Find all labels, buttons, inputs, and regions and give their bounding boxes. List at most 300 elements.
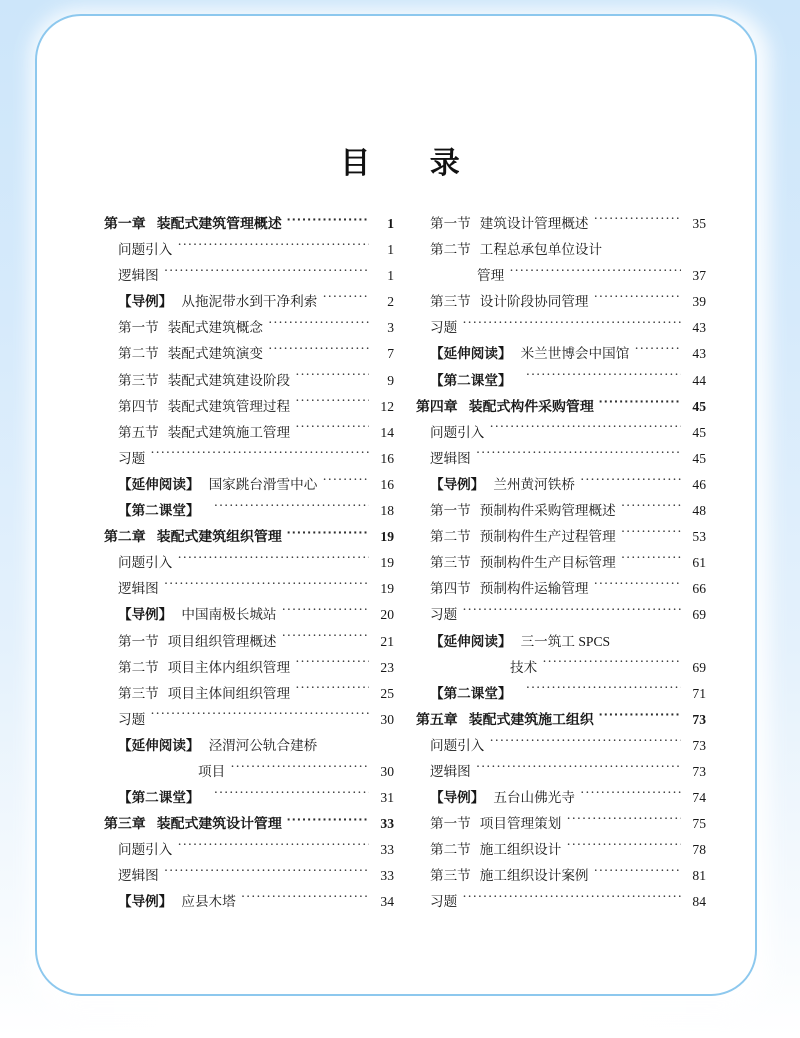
dot-leader <box>621 501 681 515</box>
dot-leader <box>594 214 681 228</box>
toc-page-number: 45 <box>692 398 706 414</box>
toc-page-number: 78 <box>692 842 706 858</box>
toc-entry-text: 预制构件采购管理概述 <box>479 503 616 519</box>
toc-entry-row[interactable] <box>416 864 706 890</box>
toc-entry-row[interactable] <box>416 369 706 395</box>
toc-entry-text: 三一筑工 SPCS <box>520 633 611 649</box>
toc-entry-text: 装配式建筑施工组织 <box>468 710 594 727</box>
dot-leader <box>489 736 681 750</box>
toc-entry-tag: 【导例】 <box>430 476 485 492</box>
toc-entry-tag: 第二节 <box>430 842 471 858</box>
toc-entry-label <box>118 473 317 493</box>
toc-entry-row[interactable] <box>104 630 394 656</box>
toc-entry-row[interactable] <box>416 447 706 473</box>
toc-entry-row[interactable] <box>104 316 394 342</box>
toc-entry-tag: 【延伸阅读】 <box>430 633 512 649</box>
toc-entry-text: 项目 <box>198 763 226 779</box>
toc-page-number: 37 <box>692 268 706 284</box>
toc-entry-row[interactable] <box>104 734 394 760</box>
toc-page-number: 25 <box>380 685 394 701</box>
toc-entry-label <box>104 212 282 232</box>
toc-page-number: 9 <box>387 372 394 388</box>
dot-leader <box>287 214 369 228</box>
toc-entry-label <box>430 577 589 597</box>
dot-leader <box>509 267 681 281</box>
toc-entry-label <box>104 525 282 545</box>
toc-entry-row[interactable] <box>104 238 394 264</box>
toc-entry-text: 装配式建筑施工管理 <box>167 424 291 440</box>
toc-entry-tag: 【导例】 <box>118 894 173 910</box>
toc-page-number: 3 <box>387 320 394 336</box>
toc-entry-label <box>430 890 457 910</box>
toc-entry-text: 应县木塔 <box>181 894 236 910</box>
toc-entry-label <box>118 864 159 884</box>
dot-leader <box>164 580 369 594</box>
toc-entry-label <box>430 290 589 310</box>
toc-entry-row[interactable] <box>104 551 394 577</box>
toc-page-number: 45 <box>692 424 706 440</box>
toc-entry-row[interactable] <box>416 551 706 577</box>
toc-page-number: 31 <box>380 790 394 806</box>
toc-entry-row[interactable] <box>104 499 394 525</box>
dot-leader <box>594 580 681 594</box>
toc-page-number: 71 <box>692 685 706 701</box>
toc-entry-row[interactable] <box>416 812 706 838</box>
toc-entry-label <box>430 551 616 571</box>
toc-entry-label <box>118 630 277 650</box>
toc-entry-text: 米兰世博会中国馆 <box>520 346 630 362</box>
toc-entry-tag: 第三节 <box>430 555 471 571</box>
toc-entry-row[interactable] <box>416 238 706 264</box>
toc-entry-tag: 第一节 <box>118 633 159 649</box>
dot-leader <box>214 788 369 802</box>
toc-entry-text: 预制构件生产过程管理 <box>479 529 616 545</box>
toc-entry-tag: 第一章 <box>104 215 146 231</box>
toc-page-number: 19 <box>380 555 394 571</box>
dot-leader <box>268 319 369 333</box>
toc-entry-row[interactable] <box>104 656 394 682</box>
toc-entry-label <box>430 630 610 650</box>
toc-entry-tag: 第五节 <box>118 424 159 440</box>
page-title: 目 录 <box>340 147 486 180</box>
toc-entry-label <box>430 342 629 362</box>
toc-entry-text: 技术 <box>510 659 538 675</box>
toc-entry-text: 装配式建筑管理过程 <box>167 398 291 414</box>
dot-leader <box>322 475 369 489</box>
dot-leader <box>295 423 369 437</box>
toc-entry-tag: 【延伸阅读】 <box>118 737 200 753</box>
toc-entry-row[interactable] <box>104 838 394 864</box>
toc-page-number: 81 <box>692 868 706 884</box>
toc-entry-text: 习题 <box>118 450 146 466</box>
dot-leader <box>282 632 369 646</box>
toc-entry-text: 建筑设计管理概述 <box>479 216 589 231</box>
toc-entry-label <box>118 238 172 258</box>
dot-leader <box>177 554 369 568</box>
dot-leader <box>177 241 369 255</box>
toc-entry-row[interactable] <box>104 786 394 812</box>
toc-entry-label <box>118 734 317 754</box>
toc-entry-label <box>430 212 589 232</box>
toc-entry-text: 施工组织设计案例 <box>479 868 589 884</box>
toc-entry-label <box>430 473 575 493</box>
dot-leader <box>322 293 369 307</box>
toc-column-left <box>104 212 394 917</box>
dot-leader <box>594 293 681 307</box>
dot-leader <box>462 606 681 620</box>
toc-entry-text: 预制构件运输管理 <box>479 581 589 597</box>
toc-page-number: 48 <box>692 503 706 519</box>
toc-entry-row[interactable] <box>416 525 706 551</box>
dot-leader <box>566 815 681 829</box>
toc-page-number: 1 <box>387 216 394 231</box>
toc-entry-label <box>416 395 594 415</box>
toc-page-number: 30 <box>380 763 394 779</box>
toc-entry-tag: 第二节 <box>118 346 159 362</box>
toc-chapter-row[interactable] <box>416 395 706 421</box>
toc-entry-label <box>430 734 484 754</box>
toc-entry-label <box>416 708 594 728</box>
toc-entry-text: 逻辑图 <box>118 868 159 884</box>
toc-entry-row[interactable] <box>104 369 394 395</box>
toc-entry-label <box>118 577 159 597</box>
toc-page-number: 33 <box>380 816 394 832</box>
toc-entry-label <box>477 264 504 284</box>
toc-page-number: 33 <box>380 842 394 858</box>
toc-entry-label <box>118 890 236 910</box>
toc-entry-row[interactable] <box>104 577 394 603</box>
toc-page-number: 23 <box>380 659 394 675</box>
toc-entry-row[interactable] <box>104 421 394 447</box>
toc-entry-text: 问题引入 <box>118 555 173 571</box>
toc-entry-text: 习题 <box>430 320 458 336</box>
toc-page-number: 44 <box>692 372 706 388</box>
toc-page-number: 73 <box>692 737 706 753</box>
toc-page-number: 43 <box>692 320 706 336</box>
toc-entry-text: 装配式建筑概念 <box>167 320 263 336</box>
toc-page-number: 19 <box>380 529 394 545</box>
toc-entry-label <box>430 421 484 441</box>
toc-entry-tag: 第一节 <box>118 320 159 336</box>
dot-leader <box>621 528 681 542</box>
toc-entry-label <box>118 369 290 389</box>
toc-entry-row[interactable] <box>416 656 706 682</box>
toc-page-number: 1 <box>387 268 394 284</box>
toc-page-number: 7 <box>387 346 394 362</box>
toc-entry-tag: 第三节 <box>118 372 159 388</box>
toc-page-number: 75 <box>692 816 706 832</box>
toc-entry-tag: 第四节 <box>118 398 159 414</box>
dot-leader <box>150 449 369 463</box>
toc-entry-tag: 【第二课堂】 <box>430 685 512 701</box>
toc-page-number: 45 <box>692 450 706 466</box>
toc-page-number: 61 <box>692 555 706 571</box>
toc-entry-text: 装配式建筑建设阶段 <box>167 372 291 388</box>
dot-leader <box>634 345 681 359</box>
dot-leader <box>476 762 681 776</box>
dot-leader <box>599 397 681 411</box>
toc-entry-tag: 第三节 <box>430 294 471 310</box>
toc-page-number: 46 <box>692 476 706 492</box>
toc-entry-label <box>430 603 457 623</box>
toc-entry-text: 习题 <box>430 894 458 910</box>
dot-leader <box>164 867 369 881</box>
toc-entry-row[interactable] <box>104 395 394 421</box>
toc-entry-label <box>430 682 521 702</box>
toc-entry-tag: 【第二课堂】 <box>118 790 200 806</box>
toc-entry-text: 泾渭河公轨合建桥 <box>208 737 318 753</box>
toc-page-number: 73 <box>692 763 706 779</box>
toc-page-number: 53 <box>692 529 706 545</box>
toc-entry-label <box>430 369 521 389</box>
toc-entry-text: 问题引入 <box>430 737 485 753</box>
toc-page-number: 33 <box>380 868 394 884</box>
toc-entry-tag: 【第二课堂】 <box>430 372 512 388</box>
toc-entry-label <box>430 812 561 832</box>
toc-entry-text: 工程总承包单位设计 <box>479 242 603 258</box>
toc-entry-label <box>430 447 471 467</box>
toc-page-number: 1 <box>387 242 394 258</box>
toc-entry-row[interactable] <box>416 342 706 368</box>
dot-leader <box>599 710 681 724</box>
toc-entry-label <box>118 421 290 441</box>
toc-entry-tag: 第四节 <box>430 581 471 597</box>
dot-leader <box>282 606 369 620</box>
dot-leader <box>177 841 369 855</box>
toc-entry-label <box>118 499 209 519</box>
toc-page-number: 21 <box>380 633 394 649</box>
toc-page-number: 84 <box>692 894 706 910</box>
dot-leader <box>594 867 681 881</box>
toc-entry-text: 从拖泥带水到干净利索 <box>181 294 318 310</box>
toc-column-right <box>416 212 706 917</box>
toc-entry-label <box>118 603 277 623</box>
toc-entry-tag: 第二节 <box>430 242 471 258</box>
dot-leader <box>580 788 681 802</box>
toc-page-number: 2 <box>387 294 394 310</box>
toc-entry-tag: 第三章 <box>104 815 146 832</box>
dot-leader <box>230 762 369 776</box>
toc-entry-text: 习题 <box>118 711 146 727</box>
toc-entry-text: 逻辑图 <box>118 268 159 284</box>
toc-entry-tag: 第一节 <box>430 503 471 519</box>
toc-entry-tag: 【导例】 <box>430 790 485 806</box>
toc-entry-row[interactable] <box>104 447 394 473</box>
toc-entry-row[interactable] <box>416 838 706 864</box>
toc-chapter-row[interactable] <box>416 708 706 734</box>
toc-entry-label <box>430 316 457 336</box>
toc-entry-text: 国家跳台滑雪中心 <box>208 476 318 492</box>
dot-leader <box>476 449 681 463</box>
toc-page-number: 39 <box>692 294 706 310</box>
toc-entry-row[interactable] <box>104 890 394 916</box>
dot-leader <box>526 684 681 698</box>
toc-entry-row[interactable] <box>416 316 706 342</box>
dot-leader <box>489 423 681 437</box>
toc-entry-text: 逻辑图 <box>118 581 159 597</box>
dot-leader <box>580 475 681 489</box>
toc-entry-tag: 第二节 <box>118 659 159 675</box>
toc-page-number: 12 <box>380 398 394 414</box>
toc-page-number: 73 <box>692 711 706 727</box>
toc-page-number: 16 <box>380 476 394 492</box>
toc-entry-row[interactable] <box>416 734 706 760</box>
toc-page-number: 69 <box>692 607 706 623</box>
toc-entry-label <box>430 238 602 258</box>
toc-page-number: 43 <box>692 346 706 362</box>
toc-entry-text: 管理 <box>477 268 505 284</box>
toc-entry-tag: 第三节 <box>430 868 471 884</box>
dot-leader <box>268 345 369 359</box>
toc-entry-label <box>430 786 575 806</box>
toc-entry-row[interactable] <box>104 603 394 629</box>
toc-columns <box>0 212 800 917</box>
toc-entry-text: 项目管理策划 <box>479 816 562 832</box>
toc-entry-row[interactable] <box>104 708 394 734</box>
toc-entry-label <box>118 316 263 336</box>
toc-entry-tag: 【延伸阅读】 <box>430 346 512 362</box>
toc-entry-tag: 【导例】 <box>118 607 173 623</box>
dot-leader <box>241 893 369 907</box>
dot-leader <box>542 658 681 672</box>
toc-entry-tag: 第一节 <box>430 216 471 231</box>
toc-entry-row[interactable] <box>104 290 394 316</box>
toc-entry-row[interactable] <box>416 786 706 812</box>
dot-leader <box>295 371 369 385</box>
toc-entry-tag: 第二节 <box>430 529 471 545</box>
toc-page-number: 20 <box>380 607 394 623</box>
dot-leader <box>295 684 369 698</box>
toc-entry-tag: 第三节 <box>118 685 159 701</box>
toc-entry-text: 设计阶段协同管理 <box>479 294 589 310</box>
dot-leader <box>295 397 369 411</box>
toc-entry-label <box>430 525 616 545</box>
toc-entry-label <box>118 656 290 676</box>
toc-entry-label <box>104 812 282 832</box>
dot-leader <box>214 501 369 515</box>
toc-entry-text: 施工组织设计 <box>479 842 562 858</box>
dot-leader <box>287 527 369 541</box>
dot-leader <box>621 554 681 568</box>
toc-entry-row[interactable] <box>416 421 706 447</box>
toc-entry-text: 项目组织管理概述 <box>167 633 277 649</box>
toc-entry-text: 装配式建筑设计管理 <box>156 815 282 832</box>
dot-leader <box>462 319 681 333</box>
toc-page-number: 19 <box>380 581 394 597</box>
toc-entry-text: 预制构件生产目标管理 <box>479 555 616 571</box>
toc-entry-text: 习题 <box>430 607 458 623</box>
toc-entry-label <box>198 760 225 780</box>
toc-entry-tag: 第二章 <box>104 528 146 545</box>
toc-entry-row[interactable] <box>104 473 394 499</box>
toc-page-number: 74 <box>692 790 706 806</box>
toc-entry-label <box>118 682 290 702</box>
toc-entry-tag: 第五章 <box>416 710 458 727</box>
toc-entry-text: 装配式构件采购管理 <box>468 397 594 414</box>
toc-entry-tag: 【第二课堂】 <box>118 503 200 519</box>
toc-entry-row[interactable] <box>416 760 706 786</box>
toc-entry-label <box>118 447 145 467</box>
toc-entry-row[interactable] <box>416 682 706 708</box>
toc-entry-row[interactable] <box>416 890 706 916</box>
toc-page-number: 34 <box>380 894 394 910</box>
toc-entry-label <box>430 838 561 858</box>
toc-entry-row[interactable] <box>416 212 706 238</box>
toc-entry-label <box>118 708 145 728</box>
toc-entry-label <box>510 656 537 676</box>
toc-entry-text: 装配式建筑管理概述 <box>156 215 282 231</box>
toc-entry-label <box>118 395 290 415</box>
toc-entry-row[interactable] <box>104 264 394 290</box>
toc-entry-text: 五台山佛光寺 <box>493 790 575 806</box>
toc-entry-label <box>118 786 209 806</box>
toc-page-number: 35 <box>692 216 706 231</box>
toc-page-number: 66 <box>692 581 706 597</box>
toc-entry-label <box>118 838 172 858</box>
toc-entry-tag: 第四章 <box>416 397 458 414</box>
toc-entry-text: 逻辑图 <box>430 450 471 466</box>
toc-entry-row[interactable] <box>416 603 706 629</box>
toc-entry-row[interactable] <box>104 682 394 708</box>
toc-entry-label <box>118 342 263 362</box>
toc-entry-text: 问题引入 <box>118 242 173 258</box>
toc-entry-text: 兰州黄河铁桥 <box>493 476 575 492</box>
dot-leader <box>462 893 681 907</box>
toc-entry-row[interactable] <box>416 499 706 525</box>
toc-entry-text: 问题引入 <box>118 842 173 858</box>
toc-page-number: 16 <box>380 450 394 466</box>
toc-page-number: 14 <box>380 424 394 440</box>
toc-entry-row[interactable] <box>104 342 394 368</box>
toc-entry-label <box>118 264 159 284</box>
toc-entry-text: 问题引入 <box>430 424 485 440</box>
toc-entry-label <box>430 499 616 519</box>
toc-page-number: 30 <box>380 711 394 727</box>
toc-entry-row[interactable] <box>104 864 394 890</box>
toc-entry-row[interactable] <box>416 290 706 316</box>
toc-entry-text: 逻辑图 <box>430 763 471 779</box>
toc-entry-label <box>118 551 172 571</box>
toc-entry-row[interactable] <box>416 577 706 603</box>
toc-page-number: 18 <box>380 503 394 519</box>
toc-entry-text: 项目主体内组织管理 <box>167 659 291 675</box>
dot-leader <box>287 814 369 828</box>
toc-entry-label <box>430 760 471 780</box>
toc-entry-text: 项目主体间组织管理 <box>167 685 291 701</box>
toc-entry-tag: 【导例】 <box>118 294 173 310</box>
dot-leader <box>526 371 681 385</box>
dot-leader <box>164 267 369 281</box>
toc-entry-row[interactable] <box>416 630 706 656</box>
toc-entry-label <box>118 290 317 310</box>
toc-page-number: 69 <box>692 659 706 675</box>
toc-entry-row[interactable] <box>416 473 706 499</box>
toc-chapter-row[interactable] <box>104 525 394 551</box>
toc-entry-text: 装配式建筑演变 <box>167 346 263 362</box>
dot-leader <box>566 841 681 855</box>
toc-entry-tag: 第一节 <box>430 816 471 832</box>
toc-entry-label <box>430 864 589 884</box>
dot-leader <box>295 658 369 672</box>
dot-leader <box>150 710 369 724</box>
toc-entry-tag: 【延伸阅读】 <box>118 476 200 492</box>
toc-chapter-row[interactable] <box>104 212 394 238</box>
toc-entry-text: 装配式建筑组织管理 <box>156 528 282 545</box>
toc-chapter-row[interactable] <box>104 812 394 838</box>
toc-entry-row[interactable] <box>416 264 706 290</box>
toc-entry-text: 中国南极长城站 <box>181 607 277 623</box>
toc-entry-row[interactable] <box>104 760 394 786</box>
